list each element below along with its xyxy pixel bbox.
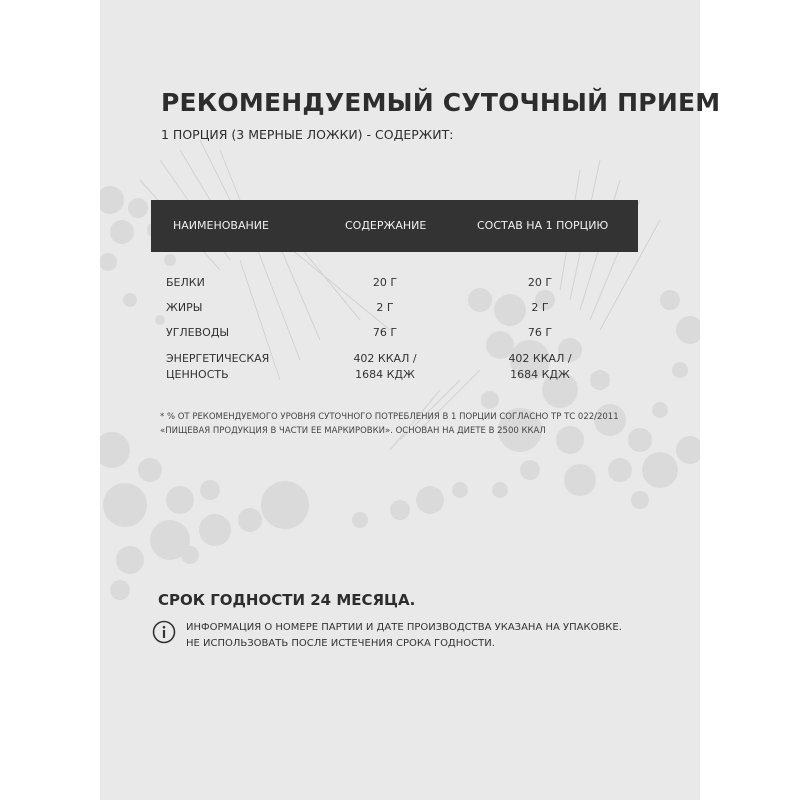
- row-content: 20 Г: [372, 276, 398, 289]
- decorative-bubbles-pattern: [100, 0, 700, 800]
- row-per-portion: 2 Г: [531, 301, 549, 314]
- row-per-portion: 76 Г: [527, 326, 553, 339]
- header-name: НАИМЕНОВАНИЕ: [173, 219, 269, 232]
- info-text: [186, 620, 646, 652]
- header-per-portion: СОСТАВ НА 1 ПОРЦИЮ: [477, 219, 609, 232]
- info-icon: [152, 620, 176, 644]
- row-content: 402 ККАЛ / 1684 КДЖ: [353, 352, 417, 381]
- row-per-portion: 402 ККАЛ / 1684 КДЖ: [508, 352, 572, 381]
- table-header: [151, 200, 638, 252]
- row-name: УГЛЕВОДЫ: [166, 326, 230, 339]
- info-line-2: НЕ ИСПОЛЬЗОВАТЬ ПОСЛЕ ИСТЕЧЕНИЯ СРОКА ГОДНОСТИ.: [186, 638, 495, 649]
- row-content: 76 Г: [372, 326, 398, 339]
- background-panel: [100, 0, 700, 800]
- info-line-1: ИНФОРМАЦИЯ О НОМЕРЕ ПАРТИИ И ДАТЕ ПРОИЗВОДСТВА УКАЗАНА НА УПАКОВКЕ.: [186, 622, 622, 633]
- row-content: 2 Г: [376, 301, 394, 314]
- header-content: СОДЕРЖАНИЕ: [345, 219, 427, 232]
- row-name: ЖИРЫ: [166, 301, 203, 314]
- shelf-life-heading: СРОК ГОДНОСТИ 24 МЕСЯЦА.: [158, 591, 416, 609]
- page-title: РЕКОМЕНДУЕМЫЙ СУТОЧНЫЙ ПРИЕМ: [161, 88, 721, 117]
- row-name: БЕЛКИ: [166, 276, 205, 289]
- row-name: ЭНЕРГЕТИЧЕСКАЯ ЦЕННОСТЬ: [166, 352, 270, 381]
- footnote: * % ОТ РЕКОМЕНДУЕМОГО УРОВНЯ СУТОЧНОГО ПОТРЕБЛЕНИЯ В 1 ПОРЦИИ СОГЛАСНО ТР ТС 022/2011 «ПИЩЕВАЯ ПРОДУКЦИЯ В ЧАСТИ ЕЕ МАРКИРОВКИ». ОСНОВАН НА ДИЕТЕ В 2500 ККАЛ: [160, 412, 619, 436]
- row-per-portion: 20 Г: [527, 276, 553, 289]
- portion-subtitle: 1 ПОРЦИЯ (3 МЕРНЫЕ ЛОЖКИ) - СОДЕРЖИТ:: [161, 127, 454, 142]
